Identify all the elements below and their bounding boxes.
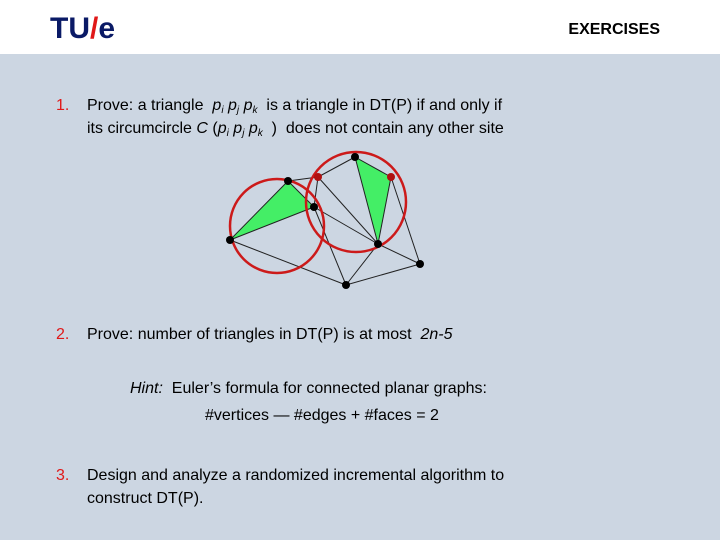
circumcircle-right: [306, 152, 406, 252]
section-title: EXERCISES: [568, 21, 660, 38]
exercise-1-number: 1.: [56, 97, 70, 114]
hint-line: [130, 375, 487, 403]
hint-text: Euler’s formula for connected planar graphs:: [171, 380, 487, 397]
exercise-3-line-1: Design and analyze a randomized incremental algorithm to: [87, 467, 505, 484]
exercise-1-line-2: its circumcircle C ($p_i$ $p_j$ $p_k$ ) does not contain any other site: [87, 120, 504, 139]
exercise-3-line-2: construct DT(P).: [87, 490, 204, 507]
site-point: [342, 281, 350, 289]
green-triangle-left: [230, 181, 314, 240]
exercise-1-line-1: Prove: a triangle $p_i$ $p_j$ $p_k$ is a triangle in DT(P) if and only if: [87, 97, 503, 116]
header-bar: [0, 0, 720, 54]
tue-logo: TU/e: [50, 12, 116, 45]
site-point: [314, 173, 322, 181]
slide-content: [0, 54, 720, 540]
exercise-3-number: 3.: [56, 467, 70, 484]
exercise-2-text: Prove: number of triangles in DT(P) is at most 2n-5: [87, 326, 453, 343]
hint-label: Hint:: [130, 380, 163, 397]
site-point: [351, 153, 359, 161]
site-point: [416, 260, 424, 268]
site-point: [310, 203, 318, 211]
site-point: [387, 173, 395, 181]
site-point: [284, 177, 292, 185]
green-triangle-right: [355, 157, 391, 244]
site-point: [226, 236, 234, 244]
exercise-2-number: 2.: [56, 326, 70, 343]
site-point: [374, 240, 382, 248]
euler-formula: #vertices — #edges + #faces = 2: [205, 407, 439, 424]
